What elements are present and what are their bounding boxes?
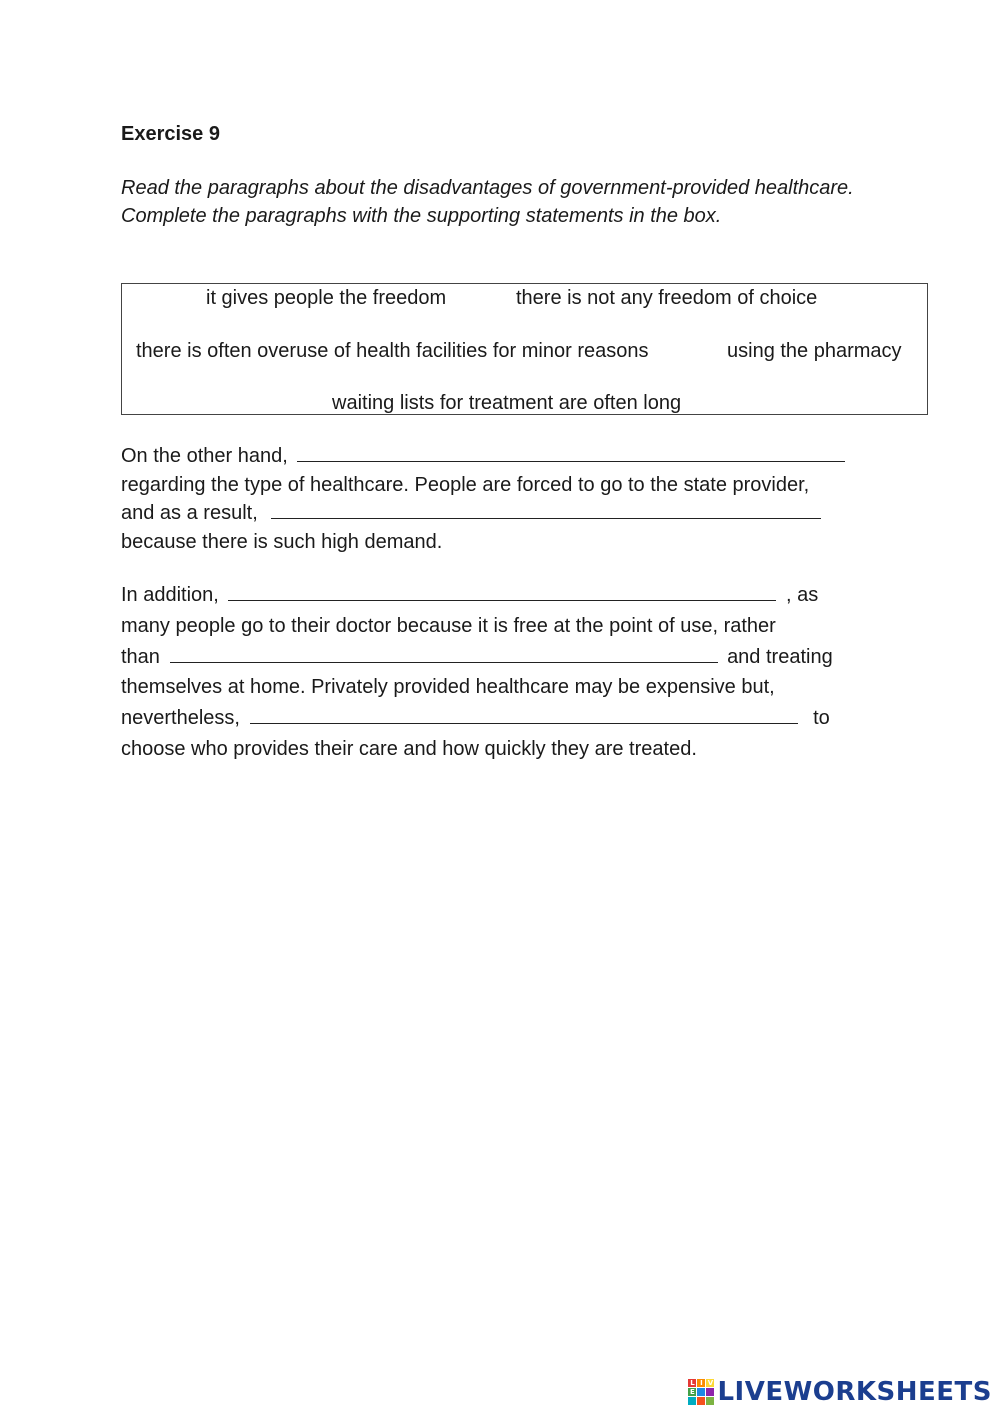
paragraph-line xyxy=(121,442,881,471)
logo-grid-icon xyxy=(688,1379,714,1405)
paragraph-text: In addition, xyxy=(121,584,219,606)
logo-cell xyxy=(697,1397,705,1405)
paragraph-text: On the other hand, xyxy=(121,445,288,467)
word-box xyxy=(121,283,928,415)
paragraph-line xyxy=(121,499,881,528)
logo-cell: I xyxy=(697,1379,705,1387)
answer-blank-4[interactable] xyxy=(170,645,718,663)
logo-cell xyxy=(688,1397,696,1405)
logo-cell: E xyxy=(690,1388,695,1396)
paragraph-line: because there is such high demand. xyxy=(121,530,443,553)
word-box-item[interactable]: there is not any freedom of choice xyxy=(516,287,818,309)
logo-text: LIVEWORKSHEETS xyxy=(717,1377,992,1407)
paragraph-line xyxy=(121,703,881,734)
paragraph-line: many people go to their doctor because it is free at the point of use, rather xyxy=(121,614,776,637)
paragraph-text: to xyxy=(813,707,830,730)
paragraph-text: , as xyxy=(785,584,819,606)
logo-cell xyxy=(706,1388,714,1396)
word-box-item[interactable]: there is often overuse of health facilities for minor reasons xyxy=(136,340,649,362)
answer-blank-2[interactable] xyxy=(271,501,821,519)
paragraph-line: choose who provides their care and how quickly they are treated. xyxy=(121,737,697,760)
liveworksheets-logo xyxy=(688,1377,992,1407)
logo-cell xyxy=(697,1388,705,1396)
word-box-item[interactable]: it gives people the freedom xyxy=(206,287,447,309)
logo-cell: V xyxy=(707,1379,714,1387)
paragraph-line: themselves at home. Privately provided healthcare may be expensive but, xyxy=(121,676,775,699)
logo-cell: L xyxy=(690,1379,695,1387)
paragraph-text: and as a result, xyxy=(121,502,258,524)
paragraph-2 xyxy=(121,580,881,765)
exercise-title: Exercise 9 xyxy=(121,123,220,145)
paragraph-text: and treating xyxy=(727,645,833,668)
paragraph-line: regarding the type of healthcare. People are forced to go to the state provider, xyxy=(121,473,810,496)
word-box-item[interactable]: waiting lists for treatment are often long xyxy=(332,392,682,414)
answer-blank-5[interactable] xyxy=(250,706,798,724)
paragraph-line xyxy=(121,642,881,673)
paragraph-1 xyxy=(121,442,881,556)
answer-blank-3[interactable] xyxy=(228,583,776,601)
instructions: Read the paragraphs about the disadvantages of government-provided healthcare. Complete the paragraphs with the supporting statements in the box. xyxy=(121,177,854,227)
logo-cell xyxy=(706,1397,714,1405)
paragraph-text: nevertheless, xyxy=(121,707,240,730)
paragraph-text: than xyxy=(121,645,160,668)
answer-blank-1[interactable] xyxy=(297,444,845,462)
word-box-item[interactable]: using the pharmacy xyxy=(727,340,902,362)
paragraph-line xyxy=(121,580,881,611)
